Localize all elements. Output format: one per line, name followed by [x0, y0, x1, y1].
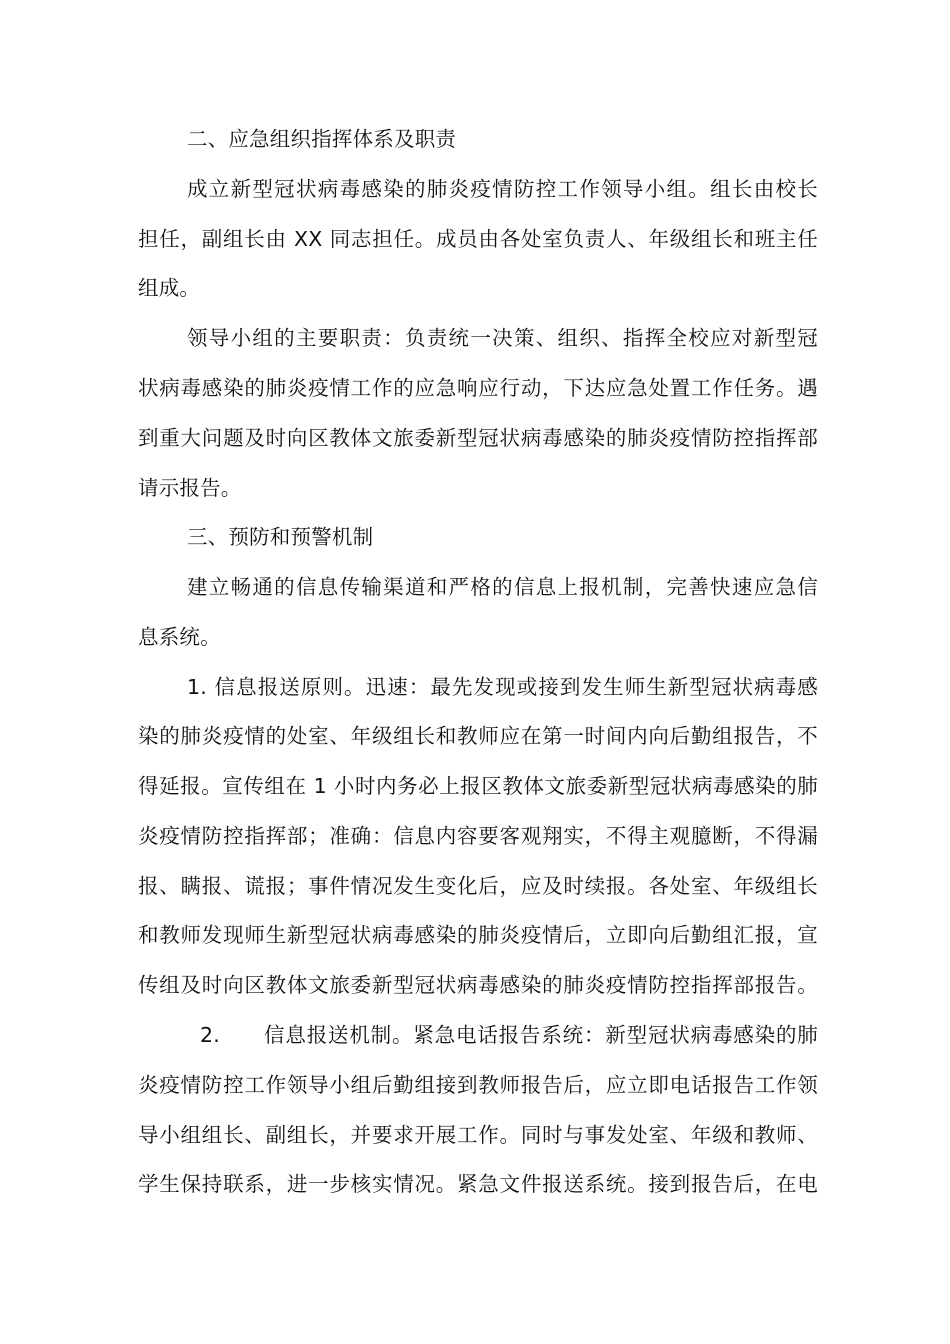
- section-heading-2: 二、应急组织指挥体系及职责: [187, 127, 457, 151]
- paragraph-line: 请示报告。: [138, 476, 242, 500]
- paragraph-line: 学生保持联系，进一步核实情况。紧急文件报送系统。接到报告后，在电: [138, 1172, 818, 1196]
- paragraph-line: 组成。: [138, 276, 201, 300]
- paragraph-line: 炎疫情防控工作领导小组后勤组接到教师报告后，应立即电话报告工作领: [138, 1073, 818, 1097]
- paragraph-line: 炎疫情防控指挥部；准确：信息内容要客观翔实，不得主观臆断，不得漏: [138, 824, 818, 848]
- paragraph-line: 担任，副组长由 XX 同志担任。成员由各处室负责人、年级组长和班主任: [138, 227, 818, 251]
- paragraph-line: 得延报。宣传组在 1 小时内务必上报区教体文旅委新型冠状病毒感染的肺: [138, 774, 818, 798]
- paragraph-line: 状病毒感染的肺炎疫情工作的应急响应行动，下达应急处置工作任务。遇: [138, 376, 818, 400]
- section-heading-3: 三、预防和预警机制: [187, 525, 374, 549]
- paragraph-line: 报、瞒报、谎报；事件情况发生变化后，应及时续报。各处室、年级组长: [138, 874, 818, 898]
- paragraph-line: 1. 信息报送原则。迅速：最先发现或接到发生师生新型冠状病毒感: [187, 675, 818, 699]
- paragraph-line: 领导小组的主要职责：负责统一决策、组织、指挥全校应对新型冠: [187, 326, 818, 350]
- paragraph-line: 染的肺炎疫情的处室、年级组长和教师应在第一时间内向后勤组报告，不: [138, 724, 818, 748]
- paragraph-line: 建立畅通的信息传输渠道和严格的信息上报机制，完善快速应急信: [187, 575, 818, 599]
- paragraph-line: 2. 信息报送机制。紧急电话报告系统：新型冠状病毒感染的肺: [200, 1023, 818, 1047]
- paragraph-line: 息系统。: [138, 625, 221, 649]
- paragraph-line: 导小组组长、副组长，并要求开展工作。同时与事发处室、年级和教师、: [138, 1123, 818, 1147]
- paragraph-line: 到重大问题及时向区教体文旅委新型冠状病毒感染的肺炎疫情防控指挥部: [138, 426, 818, 450]
- paragraph-line: 和教师发现师生新型冠状病毒感染的肺炎疫情后，立即向后勤组汇报，宣: [138, 923, 818, 947]
- paragraph-line: 成立新型冠状病毒感染的肺炎疫情防控工作领导小组。组长由校长: [187, 177, 818, 201]
- paragraph-line: 传组及时向区教体文旅委新型冠状病毒感染的肺炎疫情防控指挥部报告。: [138, 973, 818, 997]
